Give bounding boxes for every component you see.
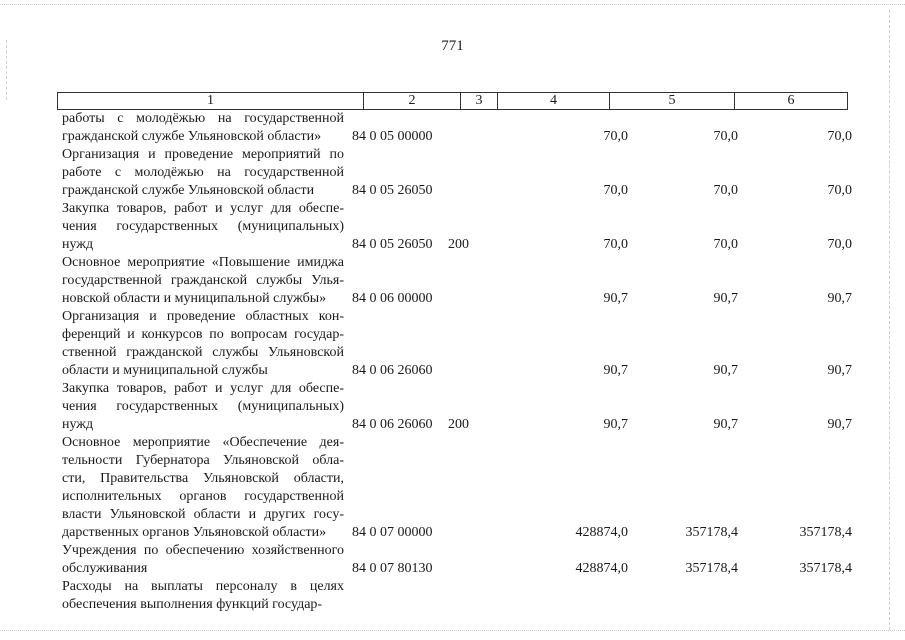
description-line: государственной гражданской службы Улья- [62,273,344,288]
description-line: исполнительных органов государственной [62,489,344,504]
value-col-5: 90,7 [713,417,738,432]
description-line: сти, Правительства Ульяновской области, [62,471,344,486]
value-col-6: 70,0 [827,237,852,252]
target-code: 84 0 07 80130 [352,561,433,576]
description-line: Расходы на выплаты персоналу в целях [62,579,344,594]
value-col-4: 90,7 [603,417,628,432]
row-description [62,308,344,380]
description-line: работы с молодёжью на государственной [62,111,344,126]
column-header-table [57,92,848,110]
row-values [344,200,852,254]
row-description [62,380,344,434]
table-row [62,380,852,434]
table-row [62,110,852,146]
table-row [62,254,852,308]
value-col-6: 90,7 [827,363,852,378]
description-line: области и муниципальной службы [62,363,268,378]
value-col-4: 428874,0 [575,561,628,576]
target-code: 84 0 05 00000 [352,129,433,144]
value-col-6: 357178,4 [799,561,852,576]
row-values [344,434,852,542]
value-col-4: 70,0 [603,183,628,198]
value-col-5: 70,0 [713,129,738,144]
description-line: нужд [62,417,94,432]
row-description [62,434,344,542]
table-row [62,434,852,542]
row-description [62,542,344,578]
column-header-3: 3 [461,93,498,110]
column-header-5: 5 [610,93,735,110]
expense-type: 200 [448,417,469,432]
table-row [62,308,852,380]
row-description [62,110,344,146]
description-line: Закупка товаров, работ и услуг для обеспе- [62,381,344,396]
value-col-5: 357178,4 [685,525,738,540]
value-col-6: 90,7 [827,417,852,432]
description-line: Основное мероприятие «Повышение имиджа [62,255,344,270]
column-header-1: 1 [58,93,364,110]
description-line: Закупка товаров, работ и услуг для обеспе- [62,201,344,216]
row-description [62,254,344,308]
column-header-row [58,93,848,110]
description-line: чения государственных (муниципальных) [62,399,344,414]
target-code: 84 0 06 26060 [352,363,433,378]
row-values [344,578,852,614]
value-col-6: 357178,4 [799,525,852,540]
row-values [344,308,852,380]
value-col-6: 90,7 [827,291,852,306]
description-line: чения государственных (муниципальных) [62,219,344,234]
table-row [62,146,852,200]
target-code: 84 0 05 26050 [352,237,433,252]
description-line: нужд [62,237,94,252]
value-col-5: 70,0 [713,183,738,198]
row-values [344,254,852,308]
column-header-6: 6 [735,93,848,110]
expense-type: 200 [448,237,469,252]
description-line: ференций и конкурсов по вопросам государ- [62,327,344,342]
table-row [62,542,852,578]
row-description [62,200,344,254]
table-body [62,110,852,614]
description-line: работе с молодёжью на государственной [62,165,344,180]
value-col-4: 70,0 [603,237,628,252]
description-line: Организация и проведение областных кон- [62,309,344,324]
scan-edge-top [0,4,905,7]
row-values [344,146,852,200]
description-line: ственной гражданской службы Ульяновской [62,345,344,360]
description-line: власти Ульяновской области и других госу- [62,507,344,522]
description-line: обслуживания [62,561,148,576]
description-line: Организация и проведение мероприятий по [62,147,344,162]
description-line: тельности Губернатора Ульяновской обла- [62,453,344,468]
row-values [344,542,852,578]
target-code: 84 0 06 26060 [352,417,433,432]
description-line: Учреждения по обеспечению хозяйственного [62,543,344,558]
row-values [344,380,852,434]
target-code: 84 0 05 26050 [352,183,433,198]
target-code: 84 0 07 00000 [352,525,433,540]
value-col-5: 90,7 [713,291,738,306]
column-header-2: 2 [364,93,461,110]
table-row [62,578,852,614]
value-col-6: 70,0 [827,183,852,198]
value-col-4: 428874,0 [575,525,628,540]
value-col-5: 70,0 [713,237,738,252]
page-number: 771 [441,38,464,54]
column-header-4: 4 [498,93,610,110]
row-description [62,578,344,614]
value-col-5: 90,7 [713,363,738,378]
row-values [344,110,852,146]
description-line: гражданской службе Ульяновской области» [62,129,322,144]
description-line: гражданской службе Ульяновской области [62,183,315,198]
scan-edge-right [889,10,891,630]
table-row [62,200,852,254]
value-col-6: 70,0 [827,129,852,144]
description-line: Основное мероприятие «Обеспечение дея- [62,435,344,450]
value-col-5: 357178,4 [685,561,738,576]
target-code: 84 0 06 00000 [352,291,433,306]
value-col-4: 70,0 [603,129,628,144]
value-col-4: 90,7 [603,291,628,306]
description-line: обеспечения выполнения функций государ- [62,597,323,612]
row-description [62,146,344,200]
scan-edge-bottom [0,630,905,633]
description-line: дарственных органов Ульяновской области» [62,525,327,540]
value-col-4: 90,7 [603,363,628,378]
description-line: новской области и муниципальной службы» [62,291,327,306]
